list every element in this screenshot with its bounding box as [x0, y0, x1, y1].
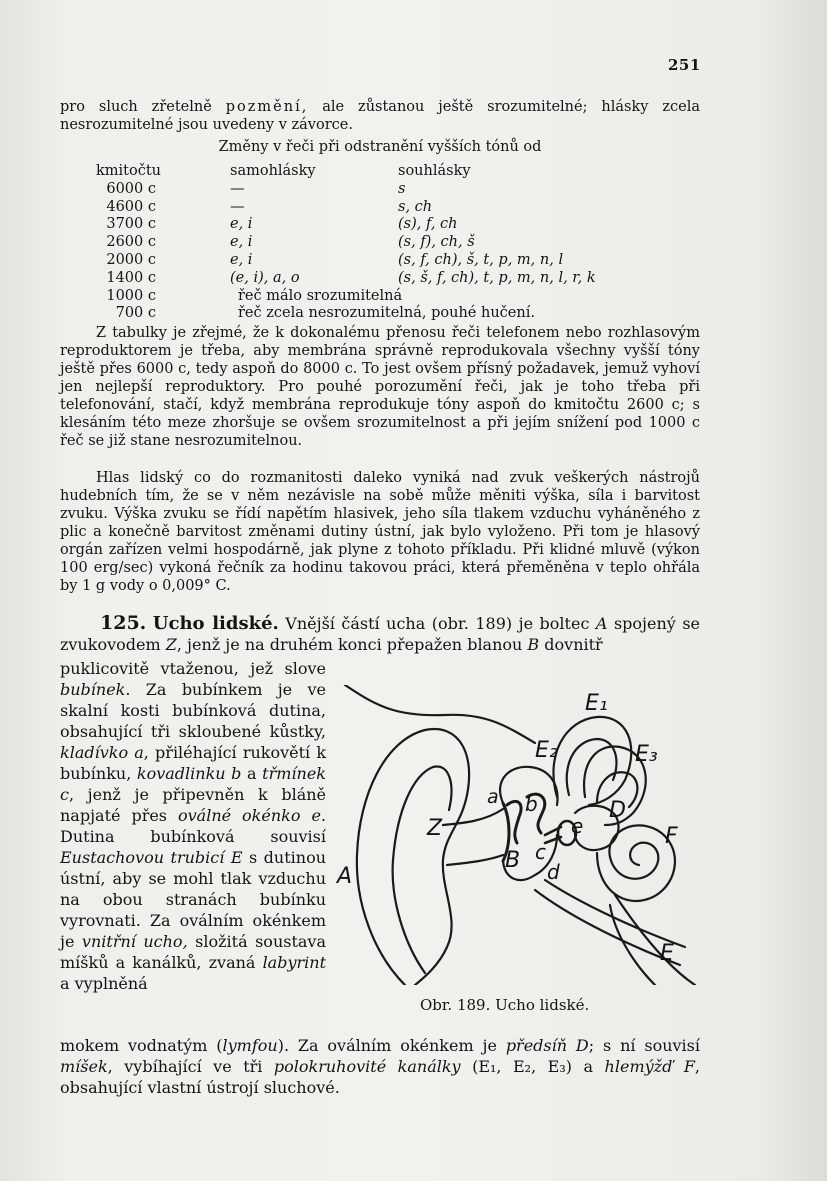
- section-var-z: Z: [165, 635, 177, 654]
- section-title: Ucho lidské.: [152, 613, 279, 634]
- section-text-1: Vnější částí ucha (obr. 189) je boltec: [278, 614, 596, 633]
- table-row: [60, 288, 700, 306]
- term-eustachova-trubice: Eustachovou trubicí E: [60, 848, 243, 867]
- figure-caption: Obr. 189. Ucho lidské.: [420, 996, 590, 1014]
- paragraph-voice-text: Hlas lidský co do rozmanitosti daleko vyniká nad zvuk veškerých nástrojů hudebních tím, že se v něm nezávisle na sobě může měniti výška, síla i barvitost zvuku. Výška zvuku se řídí napětím hlasivek, jeho síla tlakem vzduchu vyháněného z plic a konečně barvitost změnami dutiny ústní, jak bylo vyloženo. Při tom je hlasový orgán zařízen velmi hospodárně, jak plyne z tohoto příkladu. Při klidné mluvě (výkon 100 erg/sec) vykoná řečník za hodinu takovou práci, která přeměněna v teplo ohřála by 1 g vody o 0,009° C.: [60, 470, 700, 594]
- header-vowels: samohlásky: [230, 163, 316, 179]
- fig-label-Z: Z: [427, 816, 443, 841]
- fig-label-D: D: [609, 798, 626, 823]
- fig-label-c: c: [535, 840, 546, 864]
- frequency-table: [60, 163, 700, 323]
- table-row: [60, 199, 700, 217]
- row-vowels: —: [230, 180, 245, 197]
- fig-label-F: F: [665, 824, 678, 849]
- term-hlemyzd: hlemýžď F: [604, 1057, 695, 1076]
- row-consonants: s, ch: [398, 198, 433, 215]
- term-bubinek: bubínek: [60, 680, 126, 699]
- term-kanalky: polokruhovité kanálky: [273, 1057, 461, 1076]
- paragraph-telephone: [60, 324, 700, 450]
- table-title: Změny v řeči při odstranění vyšších tónů od: [218, 139, 542, 155]
- paragraph-voice: [60, 469, 700, 595]
- table-row: [60, 181, 700, 199]
- col-text-3: , přiléhající rukovětí k bubínku,: [60, 743, 327, 783]
- term-kovadlinka: kovadlinku b: [136, 764, 242, 783]
- fig-label-e: e: [571, 814, 584, 838]
- term-predsin: předsíň D: [505, 1036, 589, 1055]
- row-consonants: (s, f), ch, š: [398, 234, 475, 251]
- section-var-b: B: [527, 635, 540, 654]
- row-frequency: 700 c: [115, 305, 156, 322]
- col-text-6: . Dutina bubínková souvisí: [60, 806, 326, 846]
- table-row: [60, 305, 700, 323]
- page-number: 251: [668, 56, 701, 74]
- row-frequency: 4600 c: [106, 198, 156, 215]
- row-consonants: (s), f, ch: [398, 216, 458, 233]
- table-row: [60, 252, 700, 270]
- section-text-4: dovnitř: [539, 635, 603, 654]
- tail-text-5: (E₁, E₂, E₃) a: [460, 1057, 605, 1076]
- fig-label-E3: E₃: [635, 742, 658, 767]
- row-frequency: 1000 c: [106, 287, 156, 304]
- row-consonants: s: [398, 180, 406, 197]
- fig-label-E1: E₁: [585, 691, 608, 716]
- term-misek: míšek: [60, 1057, 108, 1076]
- row-vowels: e, i: [230, 216, 253, 233]
- row-consonants: (s, f, ch), š, t, p, m, n, l: [398, 251, 564, 268]
- col-text-4: a: [241, 764, 263, 783]
- intro-spaced-word: pozmění,: [225, 99, 309, 115]
- row-vowels: (e, i), a, o: [230, 269, 300, 286]
- header-consonants: souhlásky: [398, 163, 471, 179]
- ear-figure: [335, 685, 705, 985]
- section-var-a: A: [595, 614, 608, 633]
- row-frequency: 2000 c: [106, 251, 156, 268]
- left-column-text: [60, 658, 326, 994]
- fig-label-d: d: [547, 860, 560, 884]
- row-frequency: 6000 c: [106, 180, 156, 197]
- row-frequency: 2600 c: [106, 234, 156, 251]
- table-header-row: [60, 163, 700, 181]
- table-row: [60, 270, 700, 288]
- col-text-9: a vyplněná: [60, 974, 148, 993]
- term-lymfa: lymfou: [222, 1036, 278, 1055]
- closing-paragraph: [60, 1035, 700, 1098]
- term-labyrint: labyrint: [262, 953, 326, 972]
- intro-paragraph: [60, 98, 700, 134]
- fig-label-b: b: [525, 792, 538, 816]
- row-vowels: —: [230, 198, 245, 215]
- fig-label-a: a: [487, 786, 499, 808]
- col-text-8: složitá soustava míšků a kanálků, zvaná: [60, 932, 326, 972]
- tail-text-4: , vybíhající ve tři: [107, 1057, 274, 1076]
- fig-label-E: E: [660, 941, 674, 966]
- tail-text-1: mokem vodnatým (: [60, 1036, 223, 1055]
- row-frequency: 3700 c: [106, 216, 156, 233]
- tail-text-2: ). Za oválním okénkem je: [277, 1036, 506, 1055]
- table-row: [60, 234, 700, 252]
- section-text-3: , jenž je na druhém konci přepažen blanou: [176, 635, 528, 654]
- row-note: řeč zcela nesrozumitelná, pouhé hučení.: [238, 305, 535, 322]
- row-vowels: e, i: [230, 234, 253, 251]
- col-text-2: . Za bubínkem je ve skalní kosti bubínková dutina, obsahující tři skloubené kůstky,: [60, 680, 326, 741]
- term-kladivko: kladívko a: [60, 743, 144, 762]
- col-text-7: s dutinou ústní, aby se mohl tlak vzduchu na obou stranách bubínku vyrovnati. Za oválním okénkem je: [60, 848, 326, 951]
- fig-label-A: A: [337, 864, 353, 889]
- col-text-1: puklicovitě vtaženou, jež slove: [60, 659, 326, 678]
- header-frequency: kmitočtu: [96, 163, 162, 179]
- fig-label-E2: E₂: [535, 738, 558, 763]
- row-frequency: 1400 c: [106, 269, 156, 286]
- term-vnitrni-ucho: vnitřní ucho,: [81, 932, 188, 951]
- section-number: 125.: [100, 612, 147, 634]
- intro-text-2: ale zůstanou ještě srozumitelné; hlásky zcela nesrozumitelné jsou uvedeny v závorce.: [60, 99, 700, 133]
- row-consonants: (s, š, f, ch), t, p, m, n, l, r, k: [398, 269, 596, 286]
- row-vowels: e, i: [230, 251, 253, 268]
- table-row: [60, 216, 700, 234]
- section-text-2: spojený se zvukovodem: [60, 614, 700, 654]
- row-note: řeč málo srozumitelná: [238, 287, 403, 304]
- intro-text-1: pro sluch zřetelně: [60, 99, 226, 115]
- ear-diagram: [335, 685, 705, 985]
- fig-label-B: B: [505, 848, 521, 873]
- paragraph-telephone-text: Z tabulky je zřejmé, že k dokonalému přenosu řeči telefonem nebo rozhlasovým reproduktorem je třeba, aby membrána správně reprodukovala všechny vyšší tóny ještě přes 6000 c, tedy aspoň do 8000 c. To jest ovšem přísný požadavek, jemuž vyhoví jen nejlepší reproduktory. Pro pouhé porozumění řeči, jak je toho třeba při telefonování, stačí, když membrána reprodukuje tóny aspoň do kmitočtu 2600 c; s klesáním této meze zhoršuje se ovšem srozumitelnost a při jejím snížení pod 1000 c řeč se již stane nesrozumitelnou.: [60, 325, 700, 449]
- term-okenko: oválné okénko e: [177, 806, 321, 825]
- term-trminek: třmínek c: [60, 764, 326, 804]
- tail-text-6: , obsahující vlastní ústrojí sluchové.: [60, 1057, 701, 1097]
- col-text-5: , jenž je připevněn k bláně napjaté přes: [60, 785, 326, 825]
- tail-text-3: ; s ní souvisí: [588, 1036, 701, 1055]
- section-heading-paragraph: [60, 613, 700, 655]
